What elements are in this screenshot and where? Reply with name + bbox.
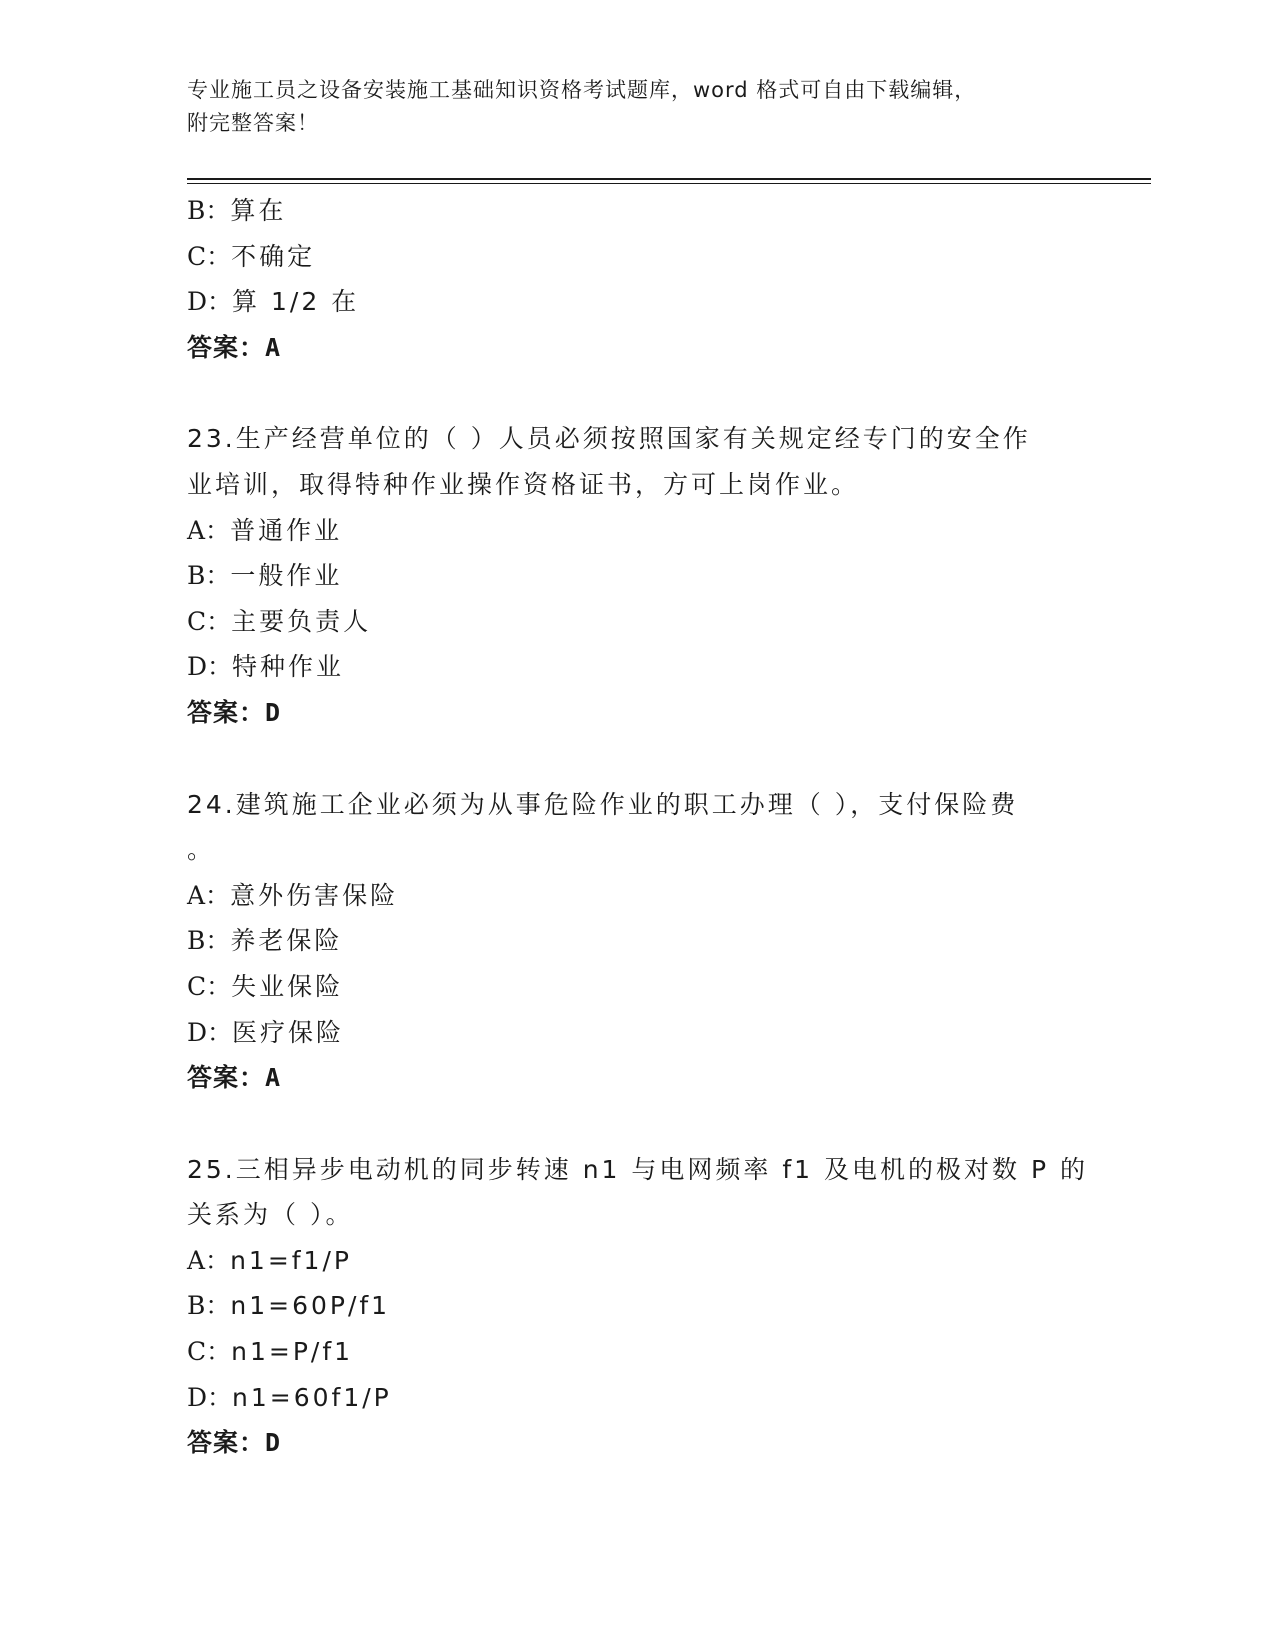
option-c: C：主要负责人 (187, 606, 372, 636)
previous-question-tail (187, 188, 1087, 370)
question-text-line: 25.三相异步电动机的同步转速 n1 与电网频率 f1 及电机的极对数 P 的 (187, 1154, 1088, 1184)
question-text-line: 业培训，取得特种作业操作资格证书，方可上岗作业。 (187, 469, 860, 499)
option-a: A：意外伤害保险 (187, 880, 399, 910)
option-a: A：n1=f1/P (187, 1245, 352, 1275)
option-b: B：n1=60P/f1 (187, 1291, 391, 1321)
document-header (187, 74, 1067, 140)
option-d: D：n1=60f1/P (187, 1382, 392, 1412)
question-text-line: 关系为（ ）。 (187, 1200, 354, 1230)
header-divider-thick (187, 178, 1151, 180)
option-a: A：普通作业 (187, 515, 343, 545)
question-text-line: 。 (187, 835, 216, 865)
option-d: D：特种作业 (187, 652, 345, 682)
option-b: B：一般作业 (187, 561, 343, 591)
header-divider-thin (187, 183, 1151, 184)
answer-line: 答案：A (187, 1063, 282, 1093)
option-c: C：n1=P/f1 (187, 1337, 354, 1367)
option-b: B：养老保险 (187, 926, 343, 956)
answer-line: 答案：A (187, 332, 282, 362)
option-c: C：失业保险 (187, 971, 344, 1001)
header-line-1: 专业施工员之设备安装施工基础知识资格考试题库，word 格式可自由下载编辑， (187, 78, 977, 102)
question-text-line: 24.建筑施工企业必须为从事危险作业的职工办理（ ），支付保险费 (187, 789, 1019, 819)
option-d: D：医疗保险 (187, 1017, 345, 1047)
question-list (187, 188, 1087, 1466)
question-25 (187, 1147, 1087, 1466)
answer-line: 答案：D (187, 1428, 282, 1458)
question-24 (187, 782, 1087, 1101)
option-c: C：不确定 (187, 241, 316, 271)
option-d: D：算 1/2 在 (187, 287, 360, 317)
option-b: B：算在 (187, 196, 287, 225)
question-23 (187, 416, 1087, 735)
answer-line: 答案：D (187, 697, 282, 727)
question-text-line: 23.生产经营单位的（ ）人员必须按照国家有关规定经专门的安全作 (187, 424, 1031, 454)
header-line-2: 附完整答案！ (187, 111, 319, 135)
